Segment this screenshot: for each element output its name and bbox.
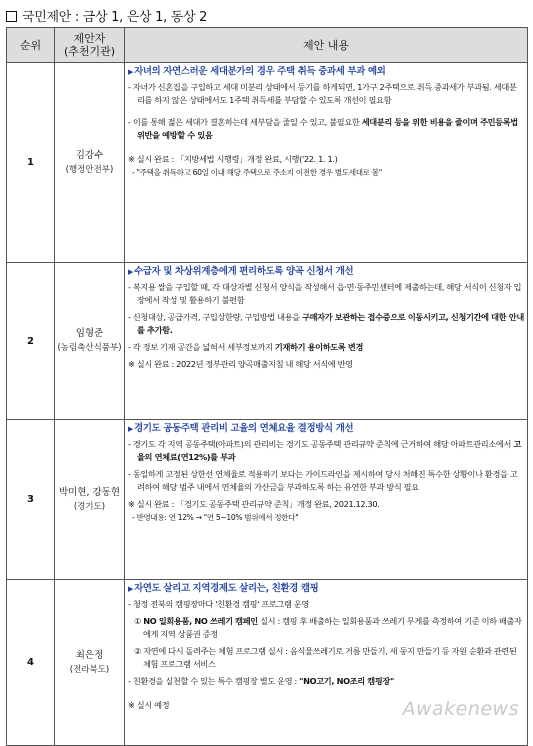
header-proposer-sub: (추천기관) <box>63 45 116 58</box>
proposal-text-part: - 경기도 각 지역 공동주택(아파트)의 관리비는 경기도 공동주택 관리규약 준칙에 근거하여 해당 아파트관리소에서 <box>128 439 514 449</box>
proposer-org: (농림축산식품부) <box>57 343 122 353</box>
proposal-text-part: - 이를 통해 젊은 세대가 결혼하는데 세부담을 줄일 수 있고, 불필요한 <box>128 117 362 127</box>
proposal-text <box>128 675 524 688</box>
table-row <box>7 263 528 420</box>
rank-cell: 3 <box>7 420 55 580</box>
proposal-text: - 동일하게 고정된 상한선 연체율로 적용하기 보다는 가이드라인을 제시하여 당시 처해진 특수한 상황이나 환경을 고려하여 해당 범주 내에서 연체율의 가산금을 부과하도록 하는 유연한 부과 방식 필요 <box>128 469 518 492</box>
proposer-cell <box>55 580 125 746</box>
page-heading <box>6 6 207 25</box>
implementation-detail: - 반영내용: 연 12% → "연 5~10% 범위에서 정한다" <box>132 513 299 522</box>
content-cell <box>125 263 528 420</box>
checkbox-square-icon <box>6 11 17 22</box>
table-header-row <box>7 28 528 63</box>
proposal-text-part: - 각 정보 기재 공간을 넓혀서 세부정보까지 <box>128 342 275 352</box>
proposal-title <box>128 582 524 596</box>
content-cell <box>125 580 528 746</box>
proposer-name: 박미현, 강동현 <box>58 486 121 498</box>
proposer-cell <box>55 63 125 263</box>
proposal-text-part: - 친환경을 실천할 수 있는 특수 캠핑장 별도 운영 : <box>128 676 300 686</box>
proposer-org: (경기도) <box>73 501 106 512</box>
proposal-title <box>128 65 524 79</box>
proposal-text-emph: NO 일회용품, NO 쓰레기 캠페인 <box>143 616 258 626</box>
implementation-detail: - "주택을 취득하고 60일 이내 해당 주택으로 주소지 이전한 경우 별도세대로 봄" <box>132 168 382 177</box>
proposer-name: 임형준 <box>75 328 104 339</box>
proposer-org: (행정안전부) <box>65 164 114 175</box>
watermark: Awakenews <box>402 698 519 720</box>
triangle-icon: ▶ <box>128 425 134 433</box>
header-proposer-label: 제안자 <box>73 32 106 45</box>
header-rank: 순위 <box>7 28 55 63</box>
rank-cell: 4 <box>7 580 55 746</box>
proposal-title-text: 경기도 공동주택 관리비 고율의 연체요율 결정방식 개선 <box>134 423 354 434</box>
content-cell <box>125 420 528 580</box>
table-row <box>7 580 528 746</box>
table-row <box>7 420 528 580</box>
proposal-title-text: 수급자 및 차상위계층에게 편리하도록 양곡 신청서 개선 <box>134 266 354 277</box>
proposal-text-part: 실시 : 캠핑 후 배출하는 일회용품과 쓰레기 무게를 측정하여 기준 이하 배출자에게 지역 상품권 증정 <box>143 616 522 639</box>
proposal-table <box>6 27 528 746</box>
proposal-text-emph: 구매자가 보관하는 접수증으로 이동시키고, 신청기간에 대한 안내를 추가함. <box>137 312 524 335</box>
proposal-title <box>128 265 524 279</box>
header-content: 제안 내용 <box>125 28 528 63</box>
header-proposer <box>55 28 125 63</box>
implementation-note: ※ 실시 완료 : 「지방세법 시행령」개정 완료, 시행('22. 1. 1.) <box>128 154 338 164</box>
implementation-note: ※ 실시 예정 <box>128 700 170 710</box>
proposal-text <box>128 438 524 464</box>
proposer-cell <box>55 420 125 580</box>
proposal-title <box>128 422 524 436</box>
triangle-icon: ▶ <box>128 585 134 593</box>
proposer-name: 최은정 <box>75 649 104 661</box>
proposal-text-emph: 고율의 연체료(연12%)를 부과 <box>137 439 521 462</box>
proposal-text: - 청정 전북의 캠핑장마다 '친환경 캠핑' 프로그램 운영 <box>128 599 309 609</box>
proposal-text <box>128 311 524 337</box>
proposal-text-part: ① <box>134 616 144 626</box>
proposal-text-emph: 기재하기 용이하도록 변경 <box>274 342 364 352</box>
proposal-text-part: - 신청대상, 공급가격, 구입상한량, 구입방법 내용을 <box>128 312 303 322</box>
proposal-text <box>134 615 524 641</box>
triangle-icon: ▶ <box>128 68 134 76</box>
proposer-org: (전라북도) <box>69 664 110 675</box>
proposal-text: ② 자연에 다시 돌려주는 체험 프로그램 실시 : 음식물쓰레기로 거름 만들기, 새 둥지 만들기 등 자원 순환과 관련된 체험 프로그램 서비스 <box>134 646 517 669</box>
heading-text: 국민제안 : 금상 1, 은상 1, 동상 2 <box>22 10 208 25</box>
implementation-note: ※ 실시 완료 : 「경기도 공동주택 관리규약 준칙」개정 완료, 2021.12.30. <box>128 499 380 509</box>
implementation-note: ※ 실시 완료 : 2022년 정부관리 양곡매출지침 내 해당 서식에 반영 <box>128 359 353 369</box>
rank-cell: 2 <box>7 263 55 420</box>
triangle-icon: ▶ <box>128 268 134 276</box>
proposal-text <box>128 341 524 354</box>
proposal-text <box>128 116 524 142</box>
proposer-cell <box>55 263 125 420</box>
proposal-title-text: 자녀의 자연스러운 세대분가의 경우 주택 취득 중과세 부과 예외 <box>134 66 386 77</box>
table-row <box>7 63 528 263</box>
content-cell <box>125 63 528 263</box>
proposer-name: 김강수 <box>75 149 104 161</box>
proposal-title-text: 자연도 살리고 지역경제도 살리는, 친환경 캠핑 <box>134 583 319 594</box>
proposal-text-emph: 세대분리 등을 위한 비용을 줄이며 주민등록법 위반을 예방할 수 있음 <box>137 117 518 140</box>
proposal-text: - 자녀가 신혼집을 구입하고 세대 미분리 상태에서 등기를 하게되면, 1가구 2주택으로 취득 중과세가 부과됨. 세대분리를 하지 않은 상태에서도 1주택 취득세를 부담할 수 있도록 개선이 필요함 <box>128 82 517 105</box>
proposal-text-emph: "NO고기, NO조리 캠핑장" <box>299 676 394 686</box>
rank-cell: 1 <box>7 63 55 263</box>
proposal-text: - 복지용 쌀을 구입할 때, 각 대상자별 신청서 양식을 작성해서 읍·면·동주민센터에 제출하는데, 해당 서식이 신청자 입장에서 작성 및 활용하기 불편함 <box>128 282 522 305</box>
